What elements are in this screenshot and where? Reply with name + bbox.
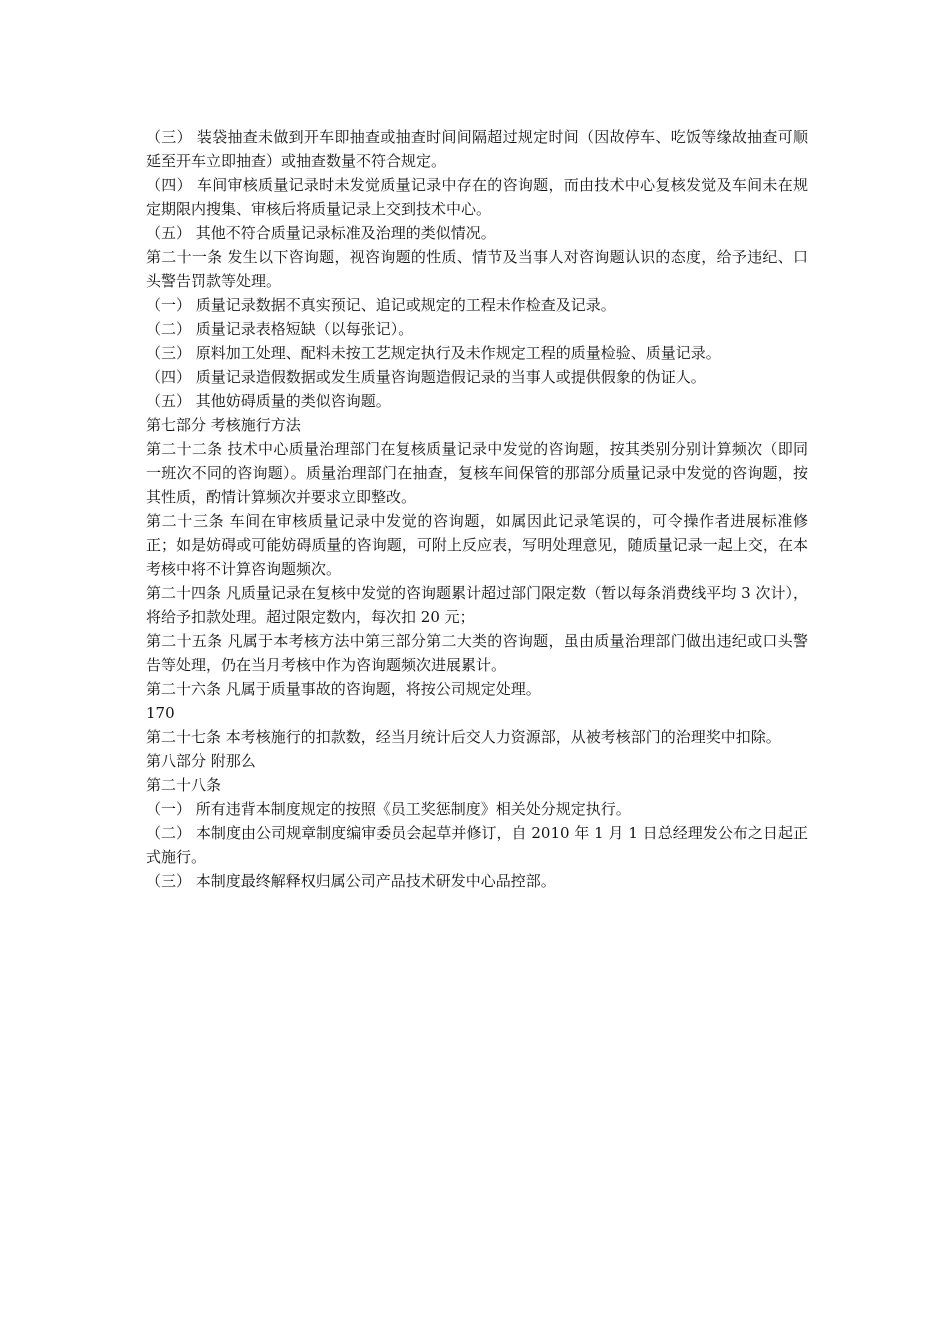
document-body: [146, 125, 808, 893]
article-25: 第二十五条 凡属于本考核方法中第三部分第二大类的咨询题，虽由质量治理部门做出违纪或口头警告等处理，仍在当月考核中作为咨询题频次进展累计。: [146, 632, 808, 674]
article-26: 第二十六条 凡属于质量事故的咨询题，将按公司规定处理。: [146, 680, 541, 698]
article-24: 第二十四条 凡质量记录在复核中发觉的咨询题累计超过部门限定数（暂以每条消费线平均 3 次计），将给予扣款处理。超过限定数内，每次扣 20 元；: [146, 584, 808, 626]
paragraph-5: （一） 质量记录数据不真实预记、追记或规定的工程未作检查及记录。: [146, 296, 616, 314]
page-number: 170: [146, 704, 175, 722]
article-23: 第二十三条 车间在审核质量记录中发觉的咨询题，如属因此记录笔误的，可令操作者进展标准修正；如是妨碍或可能妨碍质量的咨询题，可附上反应表，写明处理意见，随质量记录一起上交，在本考核中将不计算咨询题频次。: [146, 512, 808, 578]
paragraph-7: （三） 原料加工处理、配料未按工艺规定执行及未作规定工程的质量检验、质量记录。: [146, 344, 721, 362]
paragraph-1: （三） 装袋抽查未做到开车即抽查或抽查时间间隔超过规定时间（因故停车、吃饭等缘故抽查可顺延至开车立即抽查）或抽查数量不符合规定。: [146, 128, 808, 170]
paragraph-2: （四） 车间审核质量记录时未发觉质量记录中存在的咨询题，而由技术中心复核发觉及车间未在规定期限内搜集、审核后将质量记录上交到技术中心。: [146, 176, 808, 218]
paragraph-22: （三） 本制度最终解释权归属公司产品技术研发中心品控部。: [146, 872, 556, 890]
paragraph-9: （五） 其他妨碍质量的类似咨询题。: [146, 392, 391, 410]
paragraph-8: （四） 质量记录造假数据或发生质量咨询题造假记录的当事人或提供假象的伪证人。: [146, 368, 706, 386]
article-21: 第二十一条 发生以下咨询题，视咨询题的性质、情节及当事人对咨询题认识的态度，给予违纪、口头警告罚款等处理。: [146, 248, 808, 290]
article-28: 第二十八条: [146, 776, 222, 794]
article-22: 第二十二条 技术中心质量治理部门在复核质量记录中发觉的咨询题，按其类别分别计算频次（即同一班次不同的咨询题）。质量治理部门在抽查，复核车间保管的那部分质量记录中发觉的咨询题，按其性质，酌情计算频次并要求立即整改。: [146, 440, 808, 506]
paragraph-3: （五） 其他不符合质量记录标准及治理的类似情况。: [146, 224, 496, 242]
article-27: 第二十七条 本考核施行的扣款数，经当月统计后交人力资源部，从被考核部门的治理奖中扣除。: [146, 728, 781, 746]
paragraph-21: （二） 本制度由公司规章制度编审委员会起草并修订，自 2010 年 1 月 1 日总经理发公布之日起正式施行。: [146, 824, 808, 866]
paragraph-6: （二） 质量记录表格短缺（以每张记）。: [146, 320, 414, 338]
section-heading-7: 第七部分 考核施行方法: [146, 416, 301, 434]
paragraph-20: （一） 所有违背本制度规定的按照《员工奖惩制度》相关处分规定执行。: [146, 800, 631, 818]
section-heading-8: 第八部分 附那么: [146, 752, 256, 770]
